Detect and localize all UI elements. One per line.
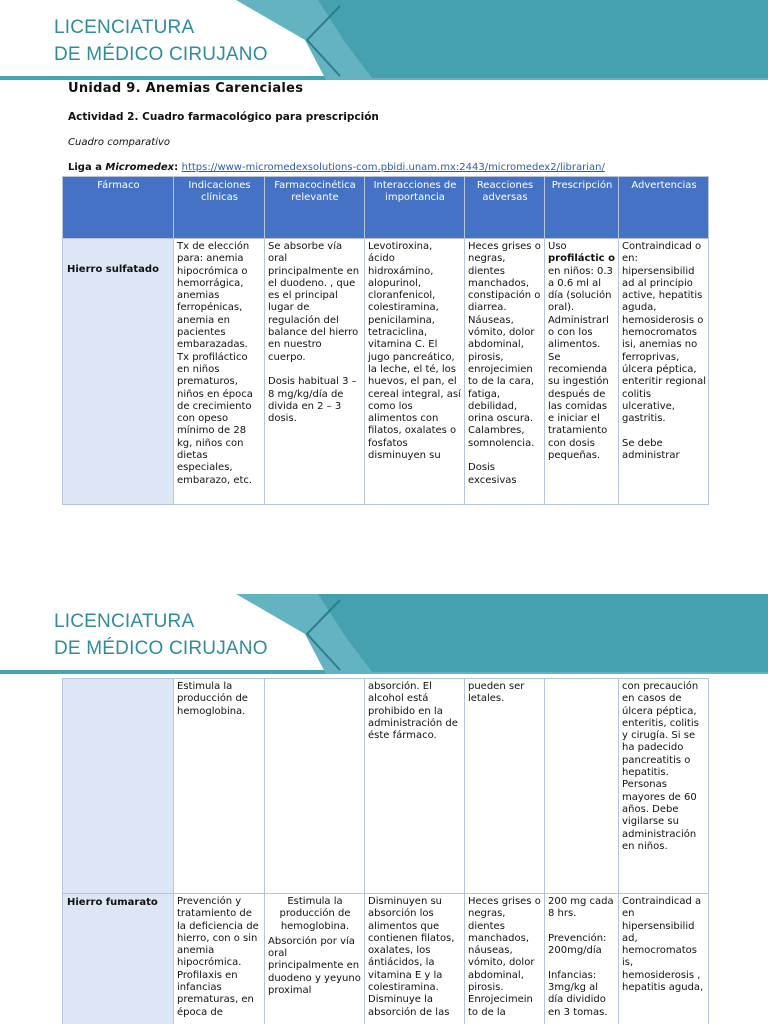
interacciones-cell: Disminuyen su absorción los alimentos que contienen filatos, oxalates, los ántiácidos, la vitamina E y la colestiramina. Disminuye la absorción de las <box>365 894 465 1024</box>
banner-title-line1: LICENCIATURA <box>54 611 195 632</box>
advertencias-cell: Contraindicad a en hipersensibilid ad, hemocromatos is, hemosiderosis , hepatitis aguda, <box>619 894 709 1024</box>
farmacocinetica-text: Estimula la producción de hemoglobina. <box>279 896 351 932</box>
reacciones-text: Heces grises o negras, dientes manchados, constipación o diarrea. Náuseas, vómito, dolor abdominal, pirosis, enrojecimien to de la cara, fatiga, debilidad, orina oscura. Calambres, somnolencia. <box>468 241 541 449</box>
header-farmaco: Fármaco <box>63 177 174 239</box>
prescripcion-text: en niños: 0.3 a 0.6 ml al día (solución oral). Administrarl o con los alimentos. Se recomienda su ingestión después de las comidas e iniciar el tratamiento con dosis pequeñas. <box>548 265 613 462</box>
advertencias-text-2: Se debe administrar <box>622 437 680 462</box>
header-prescripcion: Prescripción <box>545 177 619 239</box>
farmacocinetica-cell <box>265 239 365 505</box>
prescripcion-prevencion: Prevención: 200mg/día <box>548 932 607 957</box>
table-row <box>63 679 709 894</box>
indicaciones-cell: Estimula la producción de hemoglobina. <box>174 679 265 894</box>
drug-name-cell-empty <box>63 679 174 894</box>
banner-graphic <box>0 0 768 80</box>
farmacocinetica-text: Se absorbe vía oral principalmente en el duodeno. , que es el principal lugar de regulación del balance del hierro en nuestro cuerpo. <box>268 241 360 363</box>
unit-title: Unidad 9. Anemias Carenciales <box>68 81 304 96</box>
header-interacciones: Interacciones de importancia <box>365 177 465 239</box>
liga-prefix: Liga a <box>68 162 106 173</box>
absorcion-text: Absorción por vía oral principalmente en duodeno y yeyuno proximal <box>268 935 361 997</box>
advertencias-cell: con precaución en casos de úlcera péptica, enteritis, colitis y cirugía. Si se ha padecido pancreatitis o hepatitis. Personas mayores de 60 años. Debe vigilarse su administración en niños. <box>619 679 709 894</box>
liga-colon: : <box>174 162 179 173</box>
drug-name-cell: Hierro fumarato <box>63 894 174 1024</box>
indicaciones-cell: Tx de elección para: anemia hipocrómica o hemorrágica, anemias ferropénicas, anemia en pacientes embarazadas. Tx profiláctico en niños prematuros, niños en época de crecimiento con opeso mínimo de 28 kg, niños con dietas especiales, embarazo, etc. <box>174 239 265 505</box>
advertencias-text: Contraindicad o en: hipersensibilid ad al principio active, hepatitis aguda, hemosiderosis o hemocromatos isi, anemias no ferroprivas, úlcera péptica, enteritir regional colitis ulcerative, gastritis. <box>622 241 706 425</box>
banner-title-line2: DE MÉDICO CIRUJANO <box>54 44 268 65</box>
prescripcion-cell <box>545 679 619 894</box>
activity-title: Actividad 2. Cuadro farmacológico para prescripción <box>68 111 379 123</box>
farmacocinetica-cell <box>265 894 365 1024</box>
header-banner-page-2 <box>0 594 768 674</box>
interacciones-cell: Levotiroxina, ácido hidroxámino, alopurinol, cloranfenicol, colestiramina, penicilamina, tetraciclina, vitamina C. El jugo pancreático, la leche, el té, los huevos, el pan, el cereal integral, así como los alimentos con filatos, oxalates o fosfatos disminuyen su <box>365 239 465 505</box>
prescripcion-bold: profiláctic o <box>548 253 615 265</box>
header-banner-page-1 <box>0 0 768 80</box>
header-indicaciones: Indicaciones clínicas <box>174 177 265 239</box>
banner-title-line2: DE MÉDICO CIRUJANO <box>54 638 268 659</box>
indicaciones-cell: Prevención y tratamiento de la deficiencia de hierro, con o sin anemia hipocrómica. Profilaxis en infancias prematuras, en época de <box>174 894 265 1024</box>
micromedex-link-line <box>68 162 605 173</box>
prescripcion-cell <box>545 239 619 505</box>
farmacocinetica-cell <box>265 679 365 894</box>
micromedex-link[interactable]: https://www-micromedexsolutions-com.pbidi.unam.mx:2443/micromedex2/librarian/ <box>181 162 605 173</box>
liga-brand: Micromedex <box>105 162 175 173</box>
reacciones-text-2: Dosis excesivas <box>468 462 517 486</box>
prescripcion-prefix: Uso <box>548 241 567 252</box>
advertencias-cell <box>619 239 709 505</box>
table-row <box>63 239 709 505</box>
pharmacology-table-page-1 <box>62 176 709 505</box>
reacciones-cell <box>465 239 545 505</box>
dosis-text: Dosis habitual 3 – 8 mg/kg/día de divida en 2 – 3 dosis. <box>268 376 357 425</box>
header-advertencias: Advertencias <box>619 177 709 239</box>
interacciones-cell: absorción. El alcohol está prohibido en la administración de éste fármaco. <box>365 679 465 894</box>
subtitle: Cuadro comparativo <box>68 137 171 148</box>
prescripcion-infancias: Infancias: 3mg/kg al día dividido en 3 tomas. <box>548 969 608 1018</box>
prescripcion-cell <box>545 894 619 1024</box>
reacciones-cell: Heces grises o negras, dientes manchados, náuseas, vómito, dolor abdominal, pirosis. Enrojecimein to de la <box>465 894 545 1024</box>
prescripcion-dose: 200 mg cada 8 hrs. <box>548 896 614 920</box>
banner-title-line1: LICENCIATURA <box>54 17 195 38</box>
pharmacology-table-page-2 <box>62 678 709 1024</box>
header-reacciones: Reacciones adversas <box>465 177 545 239</box>
header-farmacocinetica: Farmacocinética relevante <box>265 177 365 239</box>
banner-graphic <box>0 594 768 674</box>
table-row <box>63 894 709 1024</box>
drug-name-cell: Hierro sulfatado <box>63 239 174 505</box>
table-header-row <box>63 177 709 239</box>
reacciones-cell: pueden ser letales. <box>465 679 545 894</box>
